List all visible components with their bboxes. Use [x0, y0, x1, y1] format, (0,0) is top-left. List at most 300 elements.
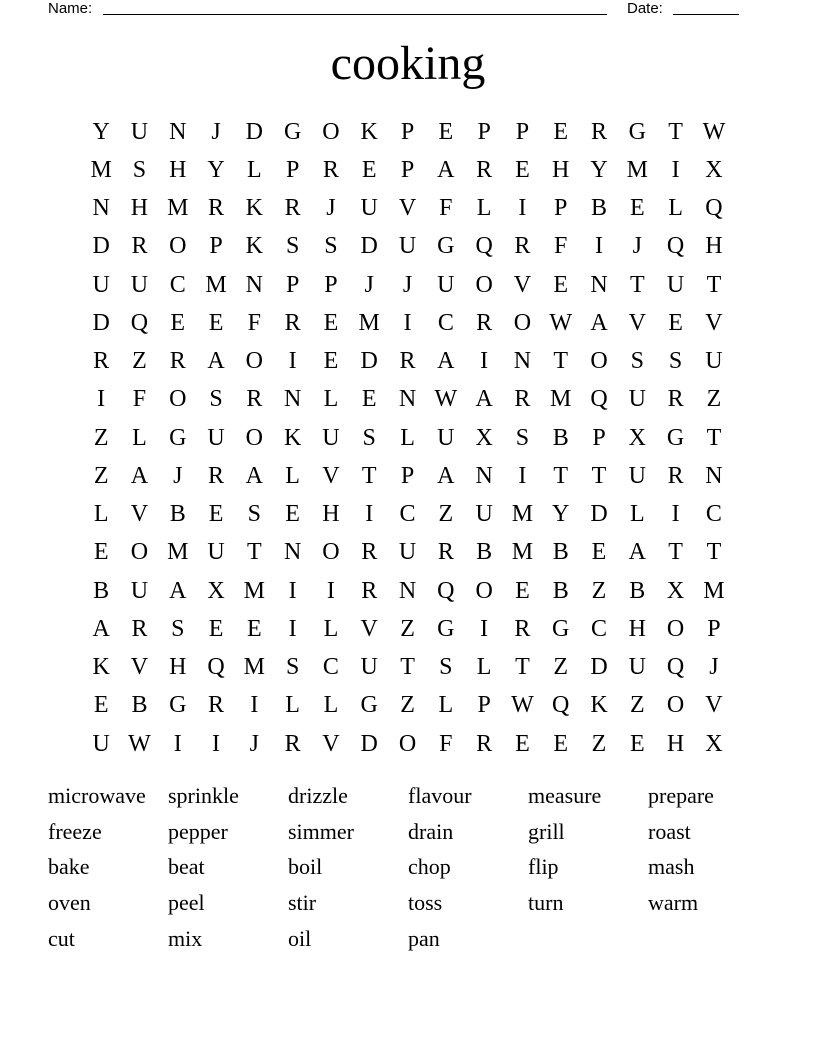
grid-cell: Q: [207, 654, 225, 681]
grid-cell: I: [288, 348, 297, 375]
grid-cell: F: [554, 233, 568, 260]
grid-cell: E: [247, 615, 262, 642]
grid-cell: E: [553, 271, 569, 298]
grid-cell: N: [590, 271, 608, 298]
grid-cell: D: [245, 118, 263, 145]
word-bank-item: drain: [408, 818, 454, 844]
grid-cell: M: [511, 501, 534, 528]
grid-cell: K: [92, 654, 110, 681]
grid-cell: R: [667, 386, 684, 413]
grid-cell: O: [245, 348, 263, 375]
grid-cell: Q: [590, 386, 608, 413]
grid-cell: Z: [93, 424, 109, 451]
grid-cell: S: [171, 615, 185, 642]
grid-cell: S: [285, 233, 300, 260]
grid-cell: U: [705, 348, 723, 375]
grid-cell: S: [285, 654, 300, 681]
grid-cell: E: [93, 539, 109, 566]
grid-cell: E: [323, 309, 339, 336]
grid-cell: I: [671, 156, 680, 183]
grid-cell: P: [477, 692, 491, 719]
grid-cell: U: [207, 424, 225, 451]
grid-cell: U: [628, 654, 646, 681]
grid-cell: T: [515, 654, 530, 681]
grid-cell: E: [208, 501, 224, 528]
grid-cell: P: [400, 462, 415, 489]
grid-cell: G: [360, 692, 378, 719]
grid-cell: L: [132, 424, 147, 451]
grid-cell: N: [398, 577, 417, 604]
grid-cell: Z: [400, 615, 415, 642]
grid-cell: R: [514, 386, 531, 413]
grid-cell: L: [476, 654, 492, 681]
grid-cell: P: [400, 118, 415, 145]
grid-cell: X: [207, 577, 225, 604]
word-bank-item: beat: [168, 854, 205, 880]
grid-cell: I: [595, 233, 603, 260]
grid-cell: K: [590, 692, 608, 719]
grid-cell: R: [591, 118, 608, 145]
grid-cell: T: [361, 462, 377, 489]
grid-cell: C: [169, 271, 186, 298]
grid-cell: N: [283, 539, 302, 566]
grid-cell: Q: [666, 233, 685, 260]
grid-cell: V: [130, 501, 149, 528]
grid-cell: L: [285, 462, 300, 489]
grid-cell: B: [552, 424, 569, 451]
grid-cell: R: [514, 615, 531, 642]
grid-cell: A: [437, 348, 455, 375]
grid-cell: O: [590, 348, 608, 375]
grid-cell: A: [245, 462, 263, 489]
grid-cell: M: [90, 156, 112, 183]
grid-cell: M: [243, 654, 265, 681]
grid-cell: T: [553, 462, 569, 489]
grid-cell: Q: [552, 692, 570, 719]
grid-cell: S: [324, 233, 338, 260]
grid-cell: Z: [591, 730, 607, 757]
grid-cell: O: [169, 386, 187, 413]
grid-cell: K: [283, 424, 302, 451]
grid-cell: I: [288, 615, 297, 642]
grid-cell: Q: [475, 233, 493, 260]
word-bank-item: roast: [648, 818, 691, 844]
grid-cell: W: [549, 309, 573, 336]
grid-cell: R: [514, 233, 531, 260]
grid-cell: O: [245, 424, 263, 451]
grid-cell: N: [283, 386, 302, 413]
grid-cell: U: [628, 462, 646, 489]
page-title: cooking: [330, 37, 486, 90]
grid-cell: L: [247, 156, 262, 183]
grid-cell: N: [513, 348, 532, 375]
grid-cell: C: [322, 654, 339, 681]
grid-cell: O: [322, 118, 340, 145]
grid-cell: J: [173, 462, 183, 489]
grid-cell: B: [552, 577, 569, 604]
grid-cell: I: [518, 462, 527, 489]
grid-cell: O: [475, 271, 493, 298]
grid-cell: P: [285, 156, 300, 183]
name-label: Name:: [48, 0, 93, 17]
grid-cell: F: [132, 386, 147, 413]
grid-cell: R: [208, 195, 225, 222]
grid-cell: T: [706, 424, 722, 451]
grid-cell: A: [169, 577, 187, 604]
grid-cell: U: [92, 730, 110, 757]
grid-cell: U: [92, 271, 110, 298]
grid-cell: S: [209, 386, 223, 413]
grid-cell: T: [629, 271, 645, 298]
grid-cell: I: [173, 730, 182, 757]
grid-cell: N: [169, 118, 187, 145]
grid-cell: N: [705, 462, 723, 489]
grid-cell: R: [361, 577, 378, 604]
grid-cell: K: [245, 233, 263, 260]
grid-cell: R: [476, 730, 493, 757]
grid-cell: Q: [666, 654, 685, 681]
grid-cell: U: [398, 233, 417, 260]
grid-cell: H: [628, 615, 646, 642]
grid-cell: J: [709, 654, 719, 681]
grid-cell: O: [130, 539, 149, 566]
grid-cell: I: [212, 730, 221, 757]
grid-cell: G: [437, 615, 455, 642]
grid-cell: I: [403, 309, 412, 336]
grid-cell: H: [169, 654, 187, 681]
grid-cell: T: [668, 539, 683, 566]
grid-cell: R: [93, 348, 110, 375]
grid-cell: P: [285, 271, 300, 298]
grid-cell: B: [93, 577, 110, 604]
grid-cell: A: [437, 156, 455, 183]
grid-cell: G: [169, 424, 187, 451]
grid-cell: A: [437, 462, 455, 489]
grid-cell: X: [628, 424, 646, 451]
grid-cell: S: [630, 348, 644, 375]
grid-cell: Z: [629, 692, 645, 719]
grid-cell: M: [358, 309, 380, 336]
grid-cell: K: [245, 195, 263, 222]
word-bank-item: prepare: [648, 783, 714, 808]
grid-cell: I: [365, 501, 374, 528]
grid-cell: M: [511, 539, 534, 566]
grid-cell: M: [205, 271, 227, 298]
grid-cell: E: [361, 156, 377, 183]
grid-cell: J: [364, 271, 374, 298]
grid-cell: T: [706, 539, 722, 566]
word-bank-item: chop: [408, 854, 451, 880]
grid-cell: Y: [207, 156, 225, 183]
grid-cell: R: [361, 539, 378, 566]
grid-cell: R: [322, 156, 339, 183]
grid-cell: G: [437, 233, 455, 260]
word-bank-item: toss: [408, 890, 443, 916]
grid-cell: V: [322, 462, 340, 489]
grid-cell: W: [511, 692, 534, 719]
word-bank-item: flavour: [408, 783, 472, 808]
grid-cell: O: [169, 233, 187, 260]
grid-cell: N: [398, 386, 417, 413]
grid-cell: B: [629, 577, 646, 604]
grid-cell: P: [515, 118, 530, 145]
grid-cell: J: [326, 195, 336, 222]
grid-cell: E: [170, 309, 186, 336]
grid-cell: E: [515, 577, 530, 604]
word-bank-item: mash: [648, 854, 695, 880]
date-blank-line: [673, 14, 739, 15]
word-bank-item: sprinkle: [168, 783, 239, 808]
grid-cell: L: [323, 692, 339, 719]
grid-cell: U: [437, 271, 455, 298]
grid-cell: L: [323, 615, 339, 642]
grid-cell: U: [360, 195, 378, 222]
grid-cell: V: [398, 195, 417, 222]
word-bank-item: oil: [288, 925, 312, 951]
grid-cell: A: [590, 309, 608, 336]
grid-cell: U: [666, 271, 685, 298]
grid-cell: A: [475, 386, 493, 413]
grid-cell: S: [668, 348, 683, 375]
grid-cell: T: [668, 118, 683, 145]
grid-cell: S: [132, 156, 147, 183]
grid-cell: C: [705, 501, 722, 528]
grid-cell: U: [130, 577, 149, 604]
grid-cell: J: [249, 730, 259, 757]
grid-cell: N: [475, 462, 493, 489]
grid-cell: E: [438, 118, 454, 145]
grid-cell: R: [169, 348, 186, 375]
grid-cell: V: [705, 309, 723, 336]
grid-cell: N: [92, 195, 110, 222]
grid-cell: E: [553, 730, 569, 757]
grid-cell: R: [208, 692, 225, 719]
grid-cell: J: [632, 233, 642, 260]
grid-cell: L: [285, 692, 300, 719]
grid-cell: R: [476, 309, 493, 336]
grid-cell: A: [628, 539, 646, 566]
grid-cell: A: [130, 462, 149, 489]
grid-cell: G: [666, 424, 685, 451]
grid-cell: M: [167, 195, 189, 222]
grid-cell: K: [360, 118, 378, 145]
grid-cell: T: [247, 539, 262, 566]
grid-cell: D: [590, 501, 608, 528]
grid-cell: V: [322, 730, 340, 757]
grid-cell: E: [208, 615, 224, 642]
grid-cell: N: [245, 271, 263, 298]
word-bank-item: microwave: [48, 783, 146, 808]
grid-cell: L: [629, 501, 645, 528]
grid-cell: T: [591, 462, 607, 489]
grid-cell: P: [400, 156, 415, 183]
grid-cell: U: [628, 386, 646, 413]
grid-cell: F: [439, 195, 453, 222]
grid-cell: V: [705, 692, 723, 719]
grid-cell: O: [513, 309, 532, 336]
grid-cell: D: [360, 233, 378, 260]
grid-cell: D: [360, 730, 378, 757]
grid-cell: I: [518, 195, 527, 222]
grid-cell: H: [130, 195, 149, 222]
grid-cell: E: [93, 692, 109, 719]
grid-cell: Q: [130, 309, 149, 336]
grid-cell: G: [283, 118, 302, 145]
word-bank-item: turn: [528, 890, 564, 916]
grid-cell: W: [702, 118, 726, 145]
grid-cell: Z: [553, 654, 569, 681]
grid-cell: R: [284, 195, 301, 222]
grid-cell: V: [130, 654, 149, 681]
grid-cell: R: [131, 615, 148, 642]
grid-cell: X: [705, 156, 723, 183]
word-bank-item: measure: [528, 783, 602, 808]
grid-cell: V: [360, 615, 378, 642]
grid-cell: A: [92, 615, 110, 642]
grid-cell: M: [703, 577, 725, 604]
grid-cell: L: [323, 386, 339, 413]
grid-cell: Y: [552, 501, 570, 528]
grid-cell: U: [207, 539, 225, 566]
grid-cell: R: [208, 462, 225, 489]
word-bank-item: peel: [168, 890, 205, 916]
grid-cell: E: [553, 118, 569, 145]
grid-cell: H: [705, 233, 723, 260]
grid-cell: Q: [705, 195, 723, 222]
grid-cell: B: [552, 539, 569, 566]
grid-cell: E: [208, 309, 224, 336]
grid-cell: L: [476, 195, 492, 222]
grid-cell: L: [668, 195, 683, 222]
word-bank-item: oven: [48, 890, 91, 916]
grid-cell: R: [399, 348, 416, 375]
grid-cell: O: [398, 730, 417, 757]
grid-cell: S: [247, 501, 262, 528]
grid-cell: I: [250, 692, 259, 719]
grid-cell: I: [326, 577, 335, 604]
grid-cell: X: [666, 577, 685, 604]
grid-cell: A: [207, 348, 225, 375]
grid-cell: D: [590, 654, 608, 681]
grid-cell: R: [667, 462, 684, 489]
word-bank-item: mix: [168, 925, 203, 951]
word-bank-item: boil: [288, 854, 323, 880]
grid-cell: C: [437, 309, 454, 336]
grid-cell: Z: [400, 692, 415, 719]
grid-cell: O: [475, 577, 493, 604]
grid-cell: P: [477, 118, 491, 145]
grid-cell: W: [434, 386, 458, 413]
word-bank-item: pan: [408, 925, 440, 951]
grid-cell: B: [131, 692, 148, 719]
word-bank-item: stir: [288, 890, 317, 916]
grid-cell: O: [322, 539, 340, 566]
grid-cell: H: [322, 501, 340, 528]
word-bank-item: flip: [528, 854, 559, 880]
grid-cell: T: [400, 654, 415, 681]
grid-cell: R: [246, 386, 263, 413]
grid-cell: Q: [437, 577, 455, 604]
grid-cell: U: [398, 539, 417, 566]
word-bank-item: cut: [48, 925, 75, 951]
grid-cell: L: [93, 501, 109, 528]
worksheet-header: [48, 0, 748, 20]
word-bank-item: grill: [528, 818, 565, 844]
grid-cell: S: [515, 424, 530, 451]
grid-cell: U: [437, 424, 455, 451]
grid-cell: M: [626, 156, 648, 183]
grid-cell: E: [668, 309, 683, 336]
grid-cell: Y: [92, 118, 110, 145]
grid-cell: T: [706, 271, 722, 298]
grid-cell: M: [550, 386, 572, 413]
grid-cell: E: [591, 539, 607, 566]
grid-cell: U: [360, 654, 378, 681]
grid-cell: E: [361, 386, 377, 413]
word-bank: [48, 780, 768, 958]
word-bank-item: freeze: [48, 818, 102, 844]
grid-cell: S: [439, 654, 453, 681]
word-bank-item: simmer: [288, 818, 354, 844]
grid-cell: I: [671, 501, 680, 528]
grid-cell: C: [591, 615, 608, 642]
grid-cell: W: [128, 730, 151, 757]
word-bank-item: drizzle: [288, 783, 348, 808]
grid-cell: U: [130, 118, 149, 145]
grid-cell: X: [705, 730, 723, 757]
grid-cell: P: [592, 424, 606, 451]
grid-cell: C: [399, 501, 416, 528]
grid-cell: J: [211, 118, 221, 145]
grid-cell: U: [475, 501, 493, 528]
grid-cell: R: [476, 156, 493, 183]
grid-cell: T: [553, 348, 569, 375]
grid-cell: I: [97, 386, 106, 413]
grid-cell: Z: [706, 386, 722, 413]
grid-cell: P: [324, 271, 338, 298]
grid-cell: L: [438, 692, 454, 719]
grid-cell: I: [288, 577, 297, 604]
grid-cell: E: [629, 195, 645, 222]
grid-cell: M: [243, 577, 265, 604]
grid-cell: R: [284, 309, 301, 336]
grid-cell: B: [591, 195, 608, 222]
grid-cell: V: [513, 271, 532, 298]
grid-cell: I: [480, 348, 489, 375]
date-label: Date:: [627, 0, 663, 17]
letter-grid: [82, 113, 733, 763]
word-bank-item: pepper: [168, 818, 228, 844]
grid-cell: Z: [93, 462, 109, 489]
grid-cell: E: [515, 156, 530, 183]
grid-cell: V: [628, 309, 646, 336]
grid-cell: G: [628, 118, 646, 145]
grid-cell: X: [475, 424, 493, 451]
grid-cell: H: [552, 156, 570, 183]
grid-cell: F: [439, 730, 453, 757]
grid-cell: Z: [438, 501, 454, 528]
grid-cell: P: [707, 615, 721, 642]
grid-cell: I: [480, 615, 489, 642]
grid-cell: P: [209, 233, 223, 260]
grid-cell: H: [169, 156, 187, 183]
grid-cell: U: [130, 271, 149, 298]
grid-cell: M: [167, 539, 189, 566]
grid-cell: B: [169, 501, 186, 528]
grid-cell: R: [284, 730, 301, 757]
grid-cell: O: [666, 615, 685, 642]
grid-cell: B: [476, 539, 493, 566]
